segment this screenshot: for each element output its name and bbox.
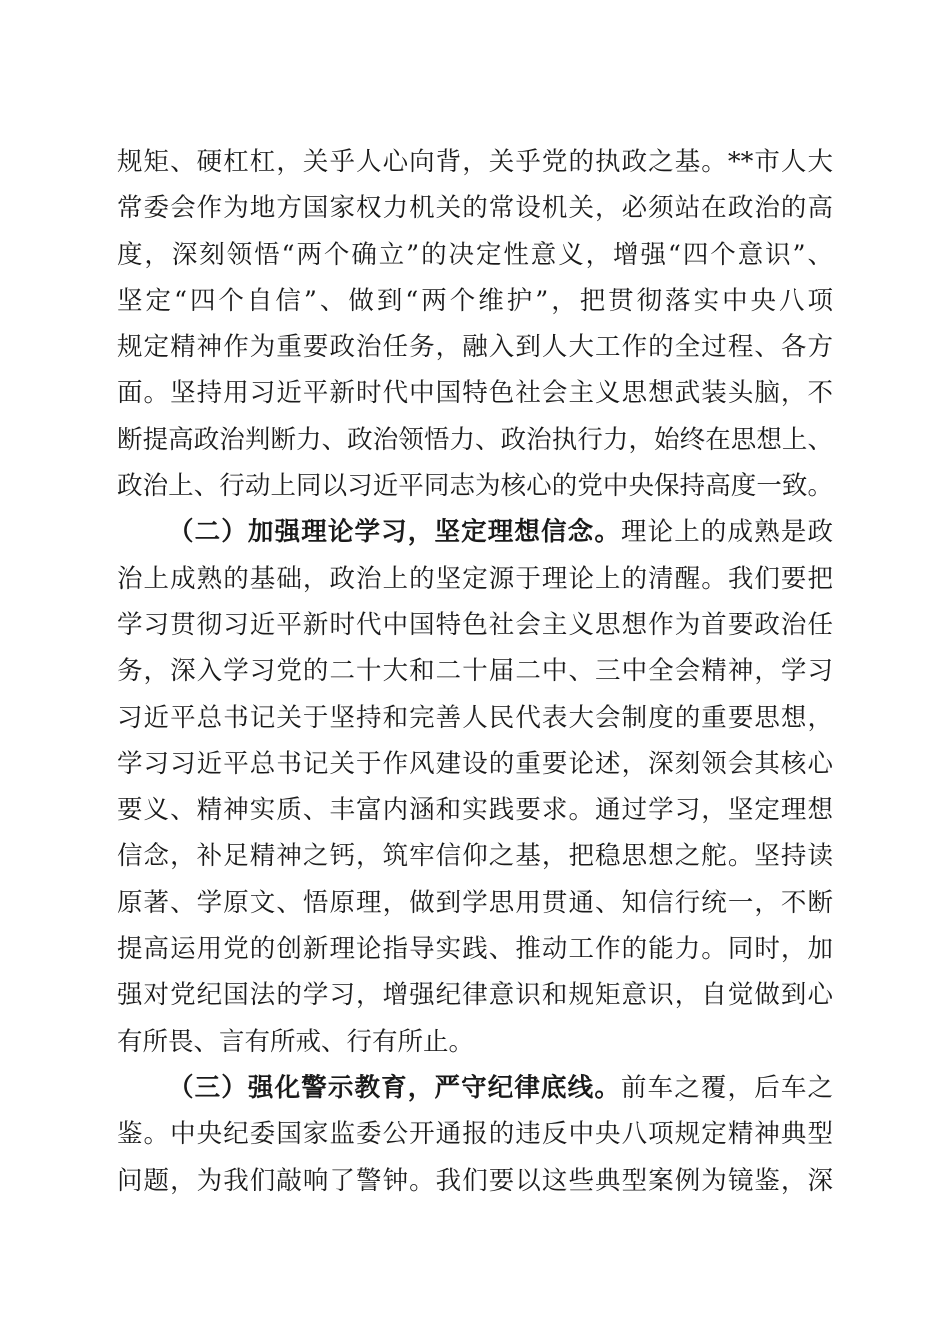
section-2-heading: （二）加强理论学习，坚定理想信念。 bbox=[168, 517, 621, 548]
section-2-first-line bbox=[117, 509, 833, 555]
section-3-first-line-rest: 前车之覆，后车之 bbox=[620, 1072, 833, 1103]
text-line: 规定精神作为重要政治任务，融入到人大工作的全过程、各方 bbox=[117, 332, 833, 363]
text-line: 提高运用党的创新理论指导实践、推动工作的能力。同时，加 bbox=[117, 934, 833, 965]
text-line: 务，深入学习党的二十大和二十届二中、三中全会精神，学习 bbox=[117, 656, 833, 687]
text-line: 信念，补足精神之钙，筑牢信仰之基，把稳思想之舵。坚持读 bbox=[117, 841, 833, 872]
text-line: 规矩、硬杠杠，关乎人心向背，关乎党的执政之基。**市人大 bbox=[117, 147, 833, 177]
text-line: 问题，为我们敲响了警钟。我们要以这些典型案例为镜鉴，深 bbox=[117, 1165, 833, 1196]
text-line: 治上成熟的基础，政治上的坚定源于理论上的清醒。我们要把 bbox=[117, 563, 833, 594]
section-3-first-line bbox=[117, 1065, 833, 1111]
text-line: 习近平总书记关于坚持和完善人民代表大会制度的重要思想， bbox=[117, 702, 833, 733]
text-line: 鉴。中央纪委国家监委公开通报的违反中央八项规定精神典型 bbox=[117, 1119, 833, 1150]
text-line: 有所畏、言有所戒、行有所止。 bbox=[117, 1026, 475, 1057]
text-line: 常委会作为地方国家权力机关的常设机关，必须站在政治的高 bbox=[117, 193, 833, 224]
text-line: 断提高政治判断力、政治领悟力、政治执行力，始终在思想上、 bbox=[117, 424, 833, 455]
text-line: 学习贯彻习近平新时代中国特色社会主义思想作为首要政治任 bbox=[117, 609, 833, 640]
text-line: 强对党纪国法的学习，增强纪律意识和规矩意识，自觉做到心 bbox=[117, 980, 833, 1011]
text-line: 坚定“四个自信”、做到“两个维护”，把贯彻落实中央八项 bbox=[117, 285, 833, 316]
section-2-first-line-rest: 理论上的成熟是政 bbox=[620, 517, 833, 548]
section-3-heading: （三）强化警示教育，严守纪律底线。 bbox=[168, 1072, 621, 1103]
text-line: 要义、精神实质、丰富内涵和实践要求。通过学习，坚定理想 bbox=[117, 795, 833, 826]
text-line: 原著、学原文、悟原理，做到学思用贯通、知信行统一，不断 bbox=[117, 887, 833, 918]
text-line: 学习习近平总书记关于作风建设的重要论述，深刻领会其核心 bbox=[117, 748, 833, 779]
text-line: 政治上、行动上同以习近平同志为核心的党中央保持高度一致。 bbox=[117, 471, 833, 502]
text-line: 面。坚持用习近平新时代中国特色社会主义思想武装头脑，不 bbox=[117, 378, 833, 409]
text-line: 度，深刻领悟“两个确立”的决定性意义，增强“四个意识”、 bbox=[117, 239, 833, 270]
document-body bbox=[117, 139, 833, 1204]
